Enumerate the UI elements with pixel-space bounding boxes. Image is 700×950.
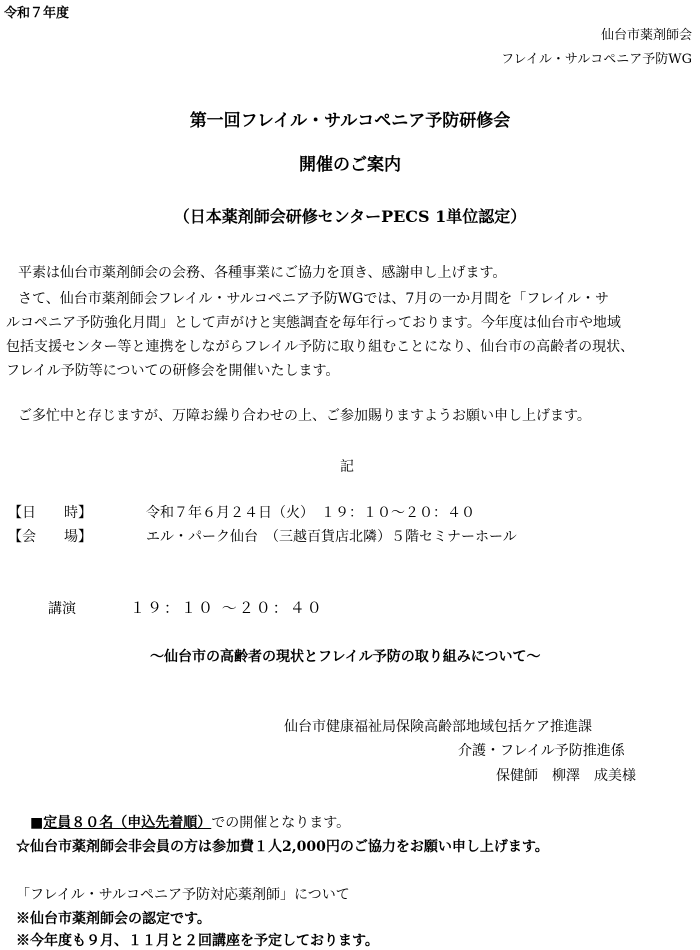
venue-value: エル・パーク仙台 （三越百貨店北隣）５階セミナーホール bbox=[146, 529, 517, 545]
lecture-title: ～仙台市の高齢者の現状とフレイル予防の取り組みについて～ bbox=[150, 649, 541, 665]
page-subtitle: 開催のご案内 bbox=[299, 155, 401, 175]
capacity-note bbox=[30, 812, 350, 832]
date-value: 令和７年６月２４日（火） １９：１０～２０：４０ bbox=[146, 505, 475, 521]
fiscal-year: 令和７年度 bbox=[4, 6, 70, 21]
working-group-name: フレイル・サルコペニア予防WG bbox=[501, 52, 692, 67]
speaker-section: 介護・フレイル予防推進係 bbox=[458, 743, 625, 759]
intro-line-2: ルコペニア予防強化月間」として声がけと実態調査を毎年行っております。今年度は仙台市や地域 bbox=[6, 315, 621, 331]
capacity-marker: ■ bbox=[30, 815, 44, 831]
capacity-rest: での開催となります。 bbox=[211, 815, 351, 831]
organization-name: 仙台市薬剤師会 bbox=[600, 28, 692, 43]
request-paragraph: ご多忙中と存じますが、万障お繰り合わせの上、ご参加賜りますようお願い申し上げます。 bbox=[18, 408, 591, 424]
ki-marker: 記 bbox=[340, 459, 354, 475]
intro-line-3: 包括支援センター等と連携をしながらフレイル予防に取り組むことになり、仙台市の高齢者の現状、 bbox=[6, 339, 635, 355]
page-title: 第一回フレイル・サルコペニア予防研修会 bbox=[189, 111, 511, 131]
lecture-time: １９：１０ ～２０：４０ bbox=[130, 599, 324, 617]
certification-title: 「フレイル・サルコペニア予防対応薬剤師」について bbox=[16, 887, 350, 903]
certification-note-2: ※今年度も９月、１１月と２回講座を予定しております。 bbox=[16, 933, 379, 949]
certification-note-1: ※仙台市薬剤師会の認定です。 bbox=[16, 911, 211, 927]
intro-line-4: フレイル予防等についての研修会を開催いたします。 bbox=[6, 363, 340, 379]
certification-note: （日本薬剤師会研修センターPECS 1単位認定） bbox=[173, 207, 527, 226]
capacity-text: 定員８０名（申込先着順） bbox=[43, 815, 212, 831]
venue-label: 【会 場】 bbox=[8, 529, 92, 545]
speaker-department: 仙台市健康福祉局保険高齢部地域包括ケア推進課 bbox=[284, 719, 592, 735]
date-label: 【日 時】 bbox=[8, 505, 92, 521]
lecture-label: 講演 bbox=[48, 601, 76, 617]
speaker-name: 保健師 柳澤 成美様 bbox=[496, 768, 636, 784]
intro-line-1: さて、仙台市薬剤師会フレイル・サルコペニア予防WGでは、7月の一か月間を「フレイル・サ bbox=[18, 291, 609, 307]
greeting-paragraph: 平素は仙台市薬剤師会の会務、各種事業にご協力を頂き、感謝申し上げます。 bbox=[18, 265, 507, 281]
nonmember-fee-note: ☆仙台市薬剤師会非会員の方は参加費１人2,000円のご協力をお願い申し上げます。 bbox=[16, 839, 549, 855]
